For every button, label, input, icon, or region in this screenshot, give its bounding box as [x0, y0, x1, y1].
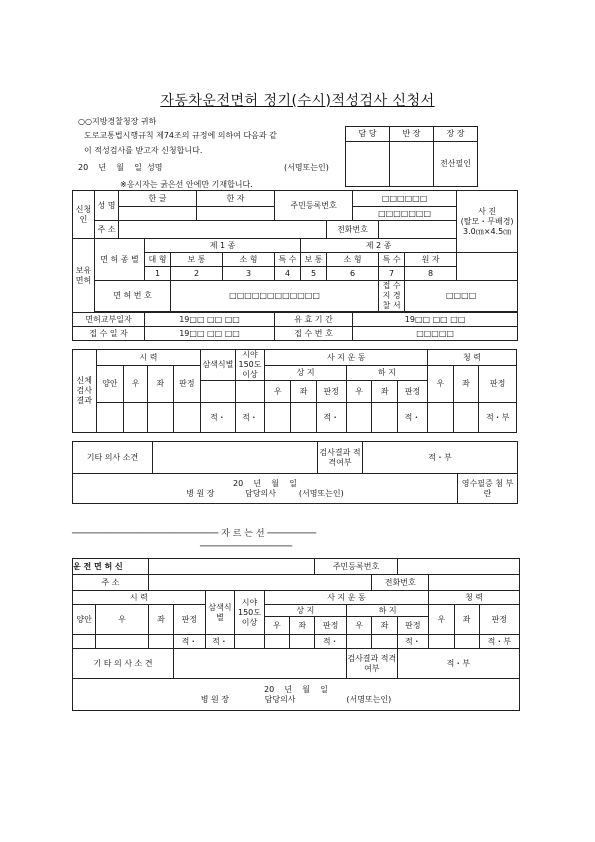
color-cell[interactable] — [201, 381, 235, 403]
note: ※응시자는 굵은선 안에만 기재합니다. — [120, 180, 253, 189]
exam-cell[interactable] — [147, 403, 173, 433]
exam-table — [72, 349, 517, 433]
doctor-label: 담당의사 — [245, 488, 276, 498]
approval-cell[interactable] — [390, 142, 434, 187]
license-num[interactable]: 7 — [379, 267, 405, 281]
address-label: 주 소 — [95, 221, 119, 239]
approval-header: 장 장 — [434, 127, 478, 142]
stub-name-input[interactable] — [148, 559, 315, 575]
approval-header: 반 장 — [390, 127, 434, 142]
approval-extra: 전산필인 — [434, 142, 478, 187]
stub-hospital-label: 병 원 장 — [200, 694, 229, 704]
exam-cell[interactable] — [173, 403, 201, 433]
stub-vision-sub: 양안 — [73, 605, 96, 635]
station-label: 접 수 지 경 찰 서 — [379, 281, 405, 312]
stub-vision-label: 시 력 — [73, 591, 206, 605]
hospital-label: 병 원 장 — [186, 488, 215, 498]
field-label: 시야150도이상 — [235, 350, 265, 381]
hearing-sub: 좌 — [453, 366, 479, 403]
valid-period-label: 유 효 기 간 — [275, 313, 353, 327]
class1-label: 제 1 종 — [145, 239, 301, 253]
license-num[interactable]: 5 — [301, 267, 327, 281]
license-col: 보 통 — [171, 253, 223, 267]
stub-result-label: 검사결과 적격여부 — [347, 649, 398, 679]
approval-table — [345, 126, 478, 187]
stub-upper-sub: 우 — [264, 617, 289, 635]
stub-cell[interactable] — [148, 635, 173, 649]
exam-cell[interactable] — [453, 403, 479, 433]
license-num[interactable]: 3 — [223, 267, 275, 281]
fee-stamp-label: 영수필증 첨 부 란 — [458, 474, 518, 504]
license-num[interactable]: 6 — [327, 267, 379, 281]
stub-table — [72, 558, 520, 711]
stub-hearing-label: 청 력 — [429, 591, 520, 605]
stub-phone-label: 전화번호 — [372, 575, 429, 591]
result-label: 검사결과 적격여부 — [318, 442, 363, 474]
rrn-label: 주민등록번호 — [275, 191, 353, 221]
stub-cell[interactable] — [454, 635, 479, 649]
stub-upper-sub: 좌 — [290, 617, 315, 635]
photo-label: 사 진 — [478, 206, 497, 216]
application-form — [72, 190, 518, 341]
stub-result-value[interactable]: 적・부 — [397, 649, 519, 679]
receipt-date-value[interactable]: 19□□ □□ □□ — [145, 327, 275, 341]
phone-input[interactable] — [379, 221, 457, 239]
approval-header: 담 당 — [346, 127, 390, 142]
stub-cell[interactable] — [347, 635, 372, 649]
photo-box — [457, 191, 518, 253]
license-number-boxes[interactable]: □□□□□□□□□□□□ — [171, 281, 379, 312]
upper-result[interactable]: 적・ — [316, 403, 346, 433]
stub-hearing-sub: 판정 — [479, 605, 519, 635]
photo-sub: (탈모・무배경) — [460, 216, 514, 226]
vision-sub: 좌 — [147, 366, 173, 403]
vision-sub: 판정 — [173, 366, 201, 403]
stub-upper-result[interactable]: 적・ — [315, 635, 347, 649]
upper-sub: 판정 — [316, 381, 346, 403]
stub-signature-block — [73, 679, 520, 711]
stub-cell[interactable] — [96, 635, 149, 649]
stub-lower-sub: 좌 — [372, 617, 397, 635]
stub-other-input[interactable] — [174, 649, 347, 679]
stub-color-result[interactable]: 적・ — [205, 635, 235, 649]
addressee: ○○지방경찰청장 귀하 — [78, 117, 157, 126]
stub-cell[interactable] — [429, 635, 454, 649]
signature-block — [73, 474, 458, 504]
receipt-date-label: 접 수 일 자 — [73, 327, 145, 341]
date-line: 20 년 월 일 성명 — [78, 163, 163, 172]
lower-limb-label: 하 지 — [346, 366, 427, 381]
field-result[interactable]: 적・ — [235, 403, 265, 433]
stub-cell[interactable] — [264, 635, 289, 649]
exam-cell[interactable] — [265, 403, 291, 433]
lower-sub: 판정 — [398, 381, 428, 403]
exam-section: 신체검사결과 — [73, 350, 97, 433]
license-col: 특 수 — [379, 253, 405, 267]
result-value[interactable]: 적・부 — [363, 442, 518, 474]
license-type-label: 면 허 종 별 — [95, 239, 145, 281]
stub-sign-hint: (서명또는인) — [346, 694, 392, 704]
stub-cell[interactable] — [290, 635, 315, 649]
stub-rrn-label: 주민등록번호 — [315, 559, 397, 575]
license-num[interactable]: 4 — [275, 267, 301, 281]
other-opinion-label: 기타 의사 소견 — [73, 442, 153, 474]
hangul-name-input[interactable] — [119, 207, 197, 221]
exam-date: 20 년 월 일 — [233, 478, 297, 488]
lower-sub: 좌 — [372, 381, 398, 403]
license-col: 원 자 — [405, 253, 457, 267]
class2-label: 제 2 종 — [301, 239, 457, 253]
license-col: 소 형 — [223, 253, 275, 267]
license-number-label: 면 허 번 호 — [95, 281, 171, 312]
intro-line-2: 이 적성검사를 받고자 신청합니다. — [84, 146, 203, 155]
stub-title: 운 전 면 허 신 — [73, 559, 149, 575]
stub-vision-result[interactable]: 적・ — [174, 635, 206, 649]
stub-cell[interactable] — [372, 635, 397, 649]
stub-address-input[interactable] — [148, 575, 371, 591]
address-input[interactable] — [119, 221, 327, 239]
stub-doctor-label: 담당의사 — [264, 694, 296, 704]
hearing-result[interactable]: 적・부 — [479, 403, 517, 433]
exam-cell[interactable] — [291, 403, 317, 433]
sign-hint: (서명또는인) — [298, 488, 344, 498]
stub-upper-label: 상 지 — [264, 605, 346, 617]
exam-cell[interactable] — [96, 403, 124, 433]
stub-lower-sub: 우 — [347, 617, 372, 635]
station-boxes[interactable]: □□□□ — [405, 281, 518, 312]
cut-line-2: ───────────────── — [200, 542, 293, 552]
exam-cell[interactable] — [428, 403, 454, 433]
exam-cell[interactable] — [124, 403, 148, 433]
stub-lower-result[interactable]: 적・ — [397, 635, 429, 649]
receipt-no-label: 접 수 번 호 — [275, 327, 353, 341]
stub-address-label: 주 소 — [73, 575, 149, 591]
stub-vision-sub: 우 — [96, 605, 149, 635]
vision-label: 시 력 — [96, 350, 201, 366]
intro-line-1: 도로교통법시행규칙 제74조의 규정에 의하여 다음과 같 — [84, 131, 277, 140]
vision-sub: 양안 — [96, 366, 124, 403]
rrn-boxes[interactable]: □□□□□□ — [353, 191, 457, 207]
stub-rrn-input[interactable] — [397, 559, 519, 575]
color-label: 삼색식별 — [201, 350, 235, 381]
license-col: 보 통 — [301, 253, 327, 267]
exam-cell[interactable] — [346, 403, 372, 433]
phone-label: 전화번호 — [327, 221, 379, 239]
issue-date-label: 면허교부일자 — [73, 313, 145, 327]
hearing-label: 청 력 — [428, 350, 517, 366]
color-result[interactable]: 적・ — [201, 403, 235, 433]
stub-vision-sub: 좌 — [148, 605, 173, 635]
issue-date-value[interactable]: 19□□ □□ □□ — [145, 313, 275, 327]
applicant-section: 신청인 — [73, 191, 95, 239]
rrn-boxes-2[interactable]: □□□□□□□ — [353, 207, 457, 221]
exam-cell[interactable] — [372, 403, 398, 433]
license-num[interactable]: 1 — [145, 267, 171, 281]
photo-size: 3.0㎝×4.5㎝ — [463, 226, 512, 236]
license-num[interactable]: 2 — [171, 267, 223, 281]
other-opinion-input[interactable] — [153, 442, 318, 474]
stub-vision-sub: 판정 — [174, 605, 206, 635]
valid-period-value[interactable]: 19□□ □□ □□ — [353, 313, 518, 327]
name-label: 성 명 — [95, 191, 119, 221]
opinion-table — [72, 441, 518, 504]
stub-lower-sub: 판정 — [397, 617, 429, 635]
cut-line: ─────────────────────────── 자 르 는 선 ───────── — [72, 529, 317, 539]
upper-sub: 우 — [265, 381, 291, 403]
stub-date: 20 년 월 일 — [264, 684, 328, 694]
receipt-no-value[interactable]: □□□□□ — [353, 327, 518, 341]
stub-hearing-sub: 우 — [429, 605, 454, 635]
field-cell[interactable] — [235, 381, 265, 403]
hanja-label: 한 자 — [197, 191, 275, 207]
license-col: 특 수 — [275, 253, 301, 267]
upper-sub: 좌 — [291, 381, 317, 403]
upper-limb-label: 상 지 — [265, 366, 346, 381]
stub-upper-sub: 판정 — [315, 617, 347, 635]
license-col: 대 형 — [145, 253, 171, 267]
lower-sub: 우 — [346, 381, 372, 403]
stub-cell[interactable] — [235, 635, 265, 649]
hearing-sub: 판정 — [479, 366, 517, 403]
approval-cell[interactable] — [346, 142, 390, 187]
limbs-label: 사 지 운 동 — [265, 350, 428, 366]
stub-phone-input[interactable] — [429, 575, 520, 591]
hangul-label: 한 글 — [119, 191, 197, 207]
license-section: 보유면허 — [73, 239, 95, 313]
hearing-sub: 우 — [428, 366, 454, 403]
stub-cell[interactable] — [73, 635, 96, 649]
page-title: 자동차운전면허 정기(수시)적성검사 신청서 — [160, 93, 435, 109]
stub-hearing-result[interactable]: 적・부 — [479, 635, 519, 649]
stub-field-label: 시야150도이상 — [235, 591, 265, 635]
stub-limbs-label: 사 지 운 동 — [264, 591, 428, 605]
stub-other-label: 기 타 의 사 소 견 — [73, 649, 174, 679]
stub-lower-label: 하 지 — [347, 605, 429, 617]
license-num[interactable]: 8 — [405, 267, 457, 281]
stub-color-label: 삼색식별 — [205, 591, 235, 635]
stub-hearing-sub: 좌 — [454, 605, 479, 635]
hanja-name-input[interactable] — [197, 207, 275, 221]
lower-result[interactable]: 적・ — [398, 403, 428, 433]
vision-sub: 우 — [124, 366, 148, 403]
sign-hint: (서명또는인) — [284, 163, 329, 172]
license-col: 소 형 — [327, 253, 379, 267]
